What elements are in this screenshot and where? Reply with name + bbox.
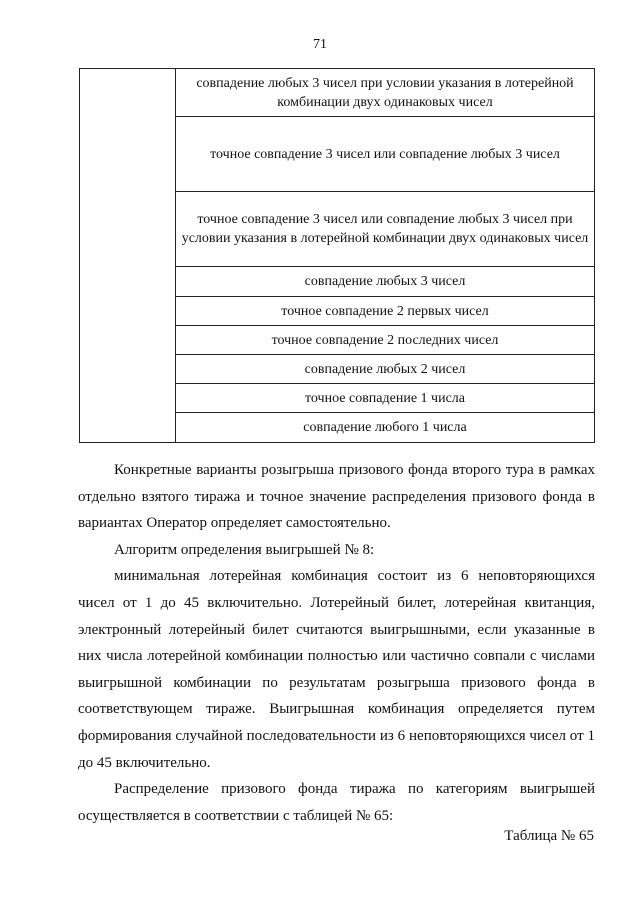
table-cell: совпадение любых 3 чисел [176, 267, 595, 297]
paragraph: Конкретные варианты розыгрыша призового фонда второго тура в рамках отдельно взятого тиража и точное значение распределения призового фонда в вариантах Оператор определяет самостоятельно. [78, 462, 595, 532]
paragraph: Алгоритм определения выигрышей № 8: [114, 541, 375, 558]
table-cell: совпадение любого 1 числа [176, 413, 595, 443]
body-text [78, 457, 595, 829]
table-cell: точное совпадение 2 первых чисел [176, 297, 595, 326]
page-number: 71 [313, 37, 327, 52]
table-row [80, 69, 595, 117]
paragraph: Распределение призового фонда тиража по категориям выигрышей осуществляется в соответствии с таблицей № 65: [78, 781, 595, 824]
table-cell: точное совпадение 2 последних чисел [176, 326, 595, 355]
prize-category-table [79, 68, 595, 443]
empty-category-cell [80, 69, 176, 443]
table-cell: точное совпадение 1 числа [176, 384, 595, 413]
table-cell: точное совпадение 3 чисел или совпадение любых 3 чисел [176, 117, 595, 192]
table-cell: совпадение любых 3 чисел при условии указания в лотерейной комбинации двух одинаковых чисел [176, 69, 595, 117]
table-caption: Таблица № 65 [504, 828, 594, 844]
table-cell: точное совпадение 3 чисел или совпадение любых 3 чисел при условии указания в лотерейной комбинации двух одинаковых чисел [176, 192, 595, 267]
paragraph: минимальная лотерейная комбинация состоит из 6 неповторяющихся чисел от 1 до 45 включительно. Лотерейный билет, лотерейная квитанция, электронный лотерейный билет считаются выигрышными, если указанные в них числа лотерейной комбинации полностью или частично совпали с числами выигрышной комбинации по результатам розыгрыша призового фонда в соответствующем тираже. Выигрышная комбинация определяется путем формирования случайной последовательности из 6 неповторяющихся чисел от 1 до 45 включительно. [78, 568, 595, 771]
table-cell: совпадение любых 2 чисел [176, 355, 595, 384]
